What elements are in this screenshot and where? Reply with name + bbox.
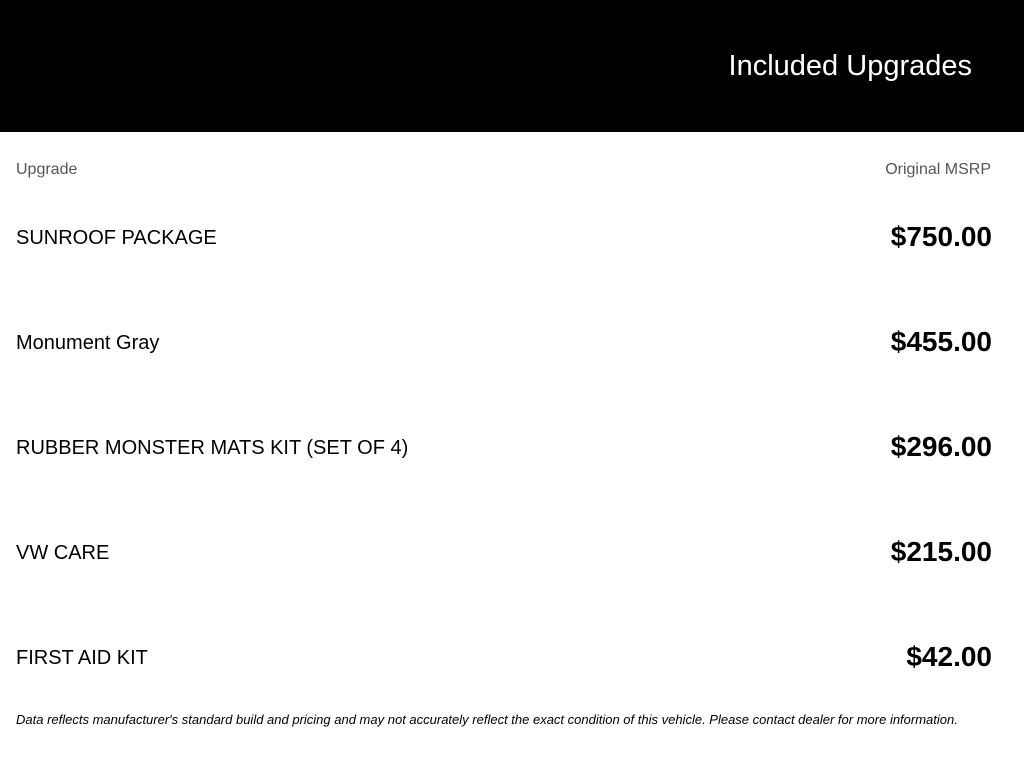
column-header-msrp: Original MSRP — [885, 161, 991, 178]
list-item — [0, 289, 1024, 394]
upgrade-name: Monument Gray — [16, 332, 160, 354]
upgrade-price: $455.00 — [890, 326, 992, 357]
upgrades-list — [0, 184, 1024, 709]
upgrade-name: RUBBER MONSTER MATS KIT (SET OF 4) — [16, 437, 409, 459]
list-item — [0, 499, 1024, 604]
list-item — [0, 394, 1024, 499]
upgrade-price: $296.00 — [890, 431, 992, 462]
column-header-upgrade: Upgrade — [16, 161, 78, 178]
upgrade-name: VW CARE — [16, 542, 110, 564]
list-item — [0, 604, 1024, 709]
page-title: Included Upgrades — [728, 50, 972, 82]
list-item — [0, 184, 1024, 289]
upgrade-price: $750.00 — [890, 221, 992, 252]
upgrade-name: SUNROOF PACKAGE — [16, 227, 217, 249]
header-bar — [0, 0, 1024, 132]
disclaimer-text: Data reflects manufacturer's standard build and pricing and may not accurately reflect the exact condition of this vehicle. Please contact dealer for more information. — [16, 712, 958, 727]
upgrade-price: $215.00 — [890, 536, 992, 567]
upgrade-name: FIRST AID KIT — [16, 647, 148, 669]
upgrade-price: $42.00 — [906, 641, 992, 672]
